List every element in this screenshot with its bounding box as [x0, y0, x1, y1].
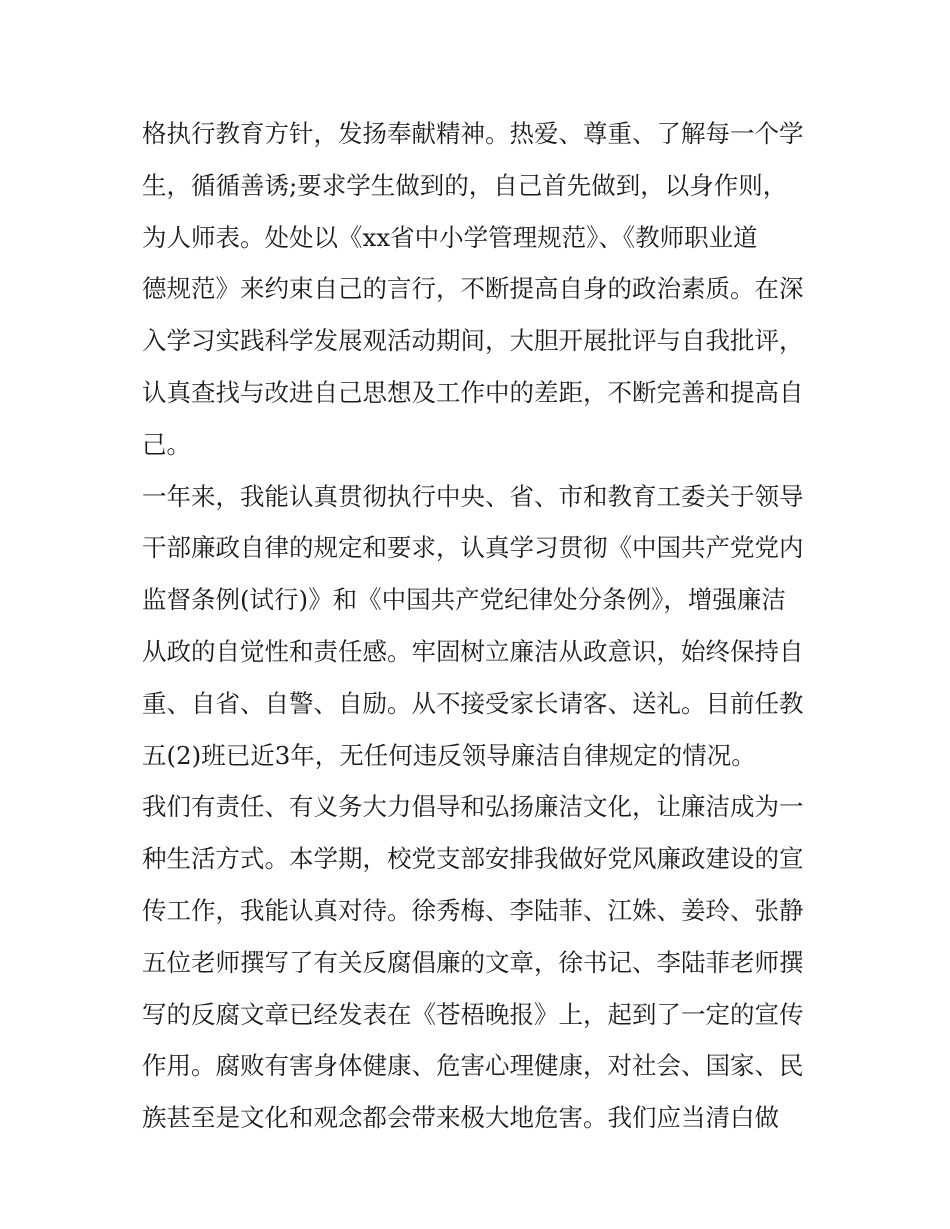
text-line: 作用。腐败有害身体健康、危害心理健康，对社会、国家、民: [142, 1051, 804, 1081]
text-line: 传工作，我能认真对待。徐秀梅、李陆菲、江姝、姜玲、张静: [142, 895, 804, 925]
text-line: 入学习实践科学发展观活动期间，大胆开展批评与自我批评，: [142, 326, 804, 356]
text-line: 德规范》来约束自己的言行，不断提高自身的政治素质。在深: [142, 274, 804, 304]
paragraph-1: [142, 108, 818, 471]
text-line: 五(2)班已近3年，无任何违反领导廉洁自律规定的情况。: [142, 740, 756, 770]
text-line: 为人师表。处处以《xx省中小学管理规范》、《教师职业道: [142, 222, 758, 252]
text-line: 族甚至是文化和观念都会带来极大地危害。我们应当清白做: [142, 1103, 779, 1133]
text-line: 一年来，我能认真贯彻执行中央、省、市和教育工委关于领导: [142, 481, 804, 511]
paragraph-3: [142, 781, 818, 1144]
text-line: 认真查找与改进自己思想及工作中的差距，不断完善和提高自: [142, 377, 804, 407]
document-body: [142, 108, 818, 1144]
text-line: 格执行教育方针，发扬奉献精神。热爱、尊重、了解每一个学: [142, 119, 804, 148]
text-line: 干部廉政自律的规定和要求，认真学习贯彻《中国共产党党内: [142, 533, 804, 563]
text-line: 监督条例(试行)》和《中国共产党纪律处分条例》，增强廉洁: [142, 585, 786, 615]
text-line: 生，循循善诱;要求学生做到的，自己首先做到，以身作则，: [142, 170, 788, 200]
text-line: 重、自省、自警、自励。从不接受家长请客、送礼。目前任教: [142, 688, 804, 718]
text-line: 写的反腐文章已经发表在《苍梧晚报》上，起到了一定的宣传: [142, 999, 804, 1029]
text-line: 五位老师撰写了有关反腐倡廉的文章，徐书记、李陆菲老师撰: [142, 947, 804, 977]
text-line: 种生活方式。本学期，校党支部安排我做好党风廉政建设的宣: [142, 844, 804, 874]
paragraph-2: [142, 471, 818, 782]
text-line: 我们有责任、有义务大力倡导和弘扬廉洁文化，让廉洁成为一: [142, 792, 804, 822]
text-line: 己。: [142, 429, 191, 459]
text-line: 从政的自觉性和责任感。牢固树立廉洁从政意识，始终保持自: [142, 636, 804, 666]
